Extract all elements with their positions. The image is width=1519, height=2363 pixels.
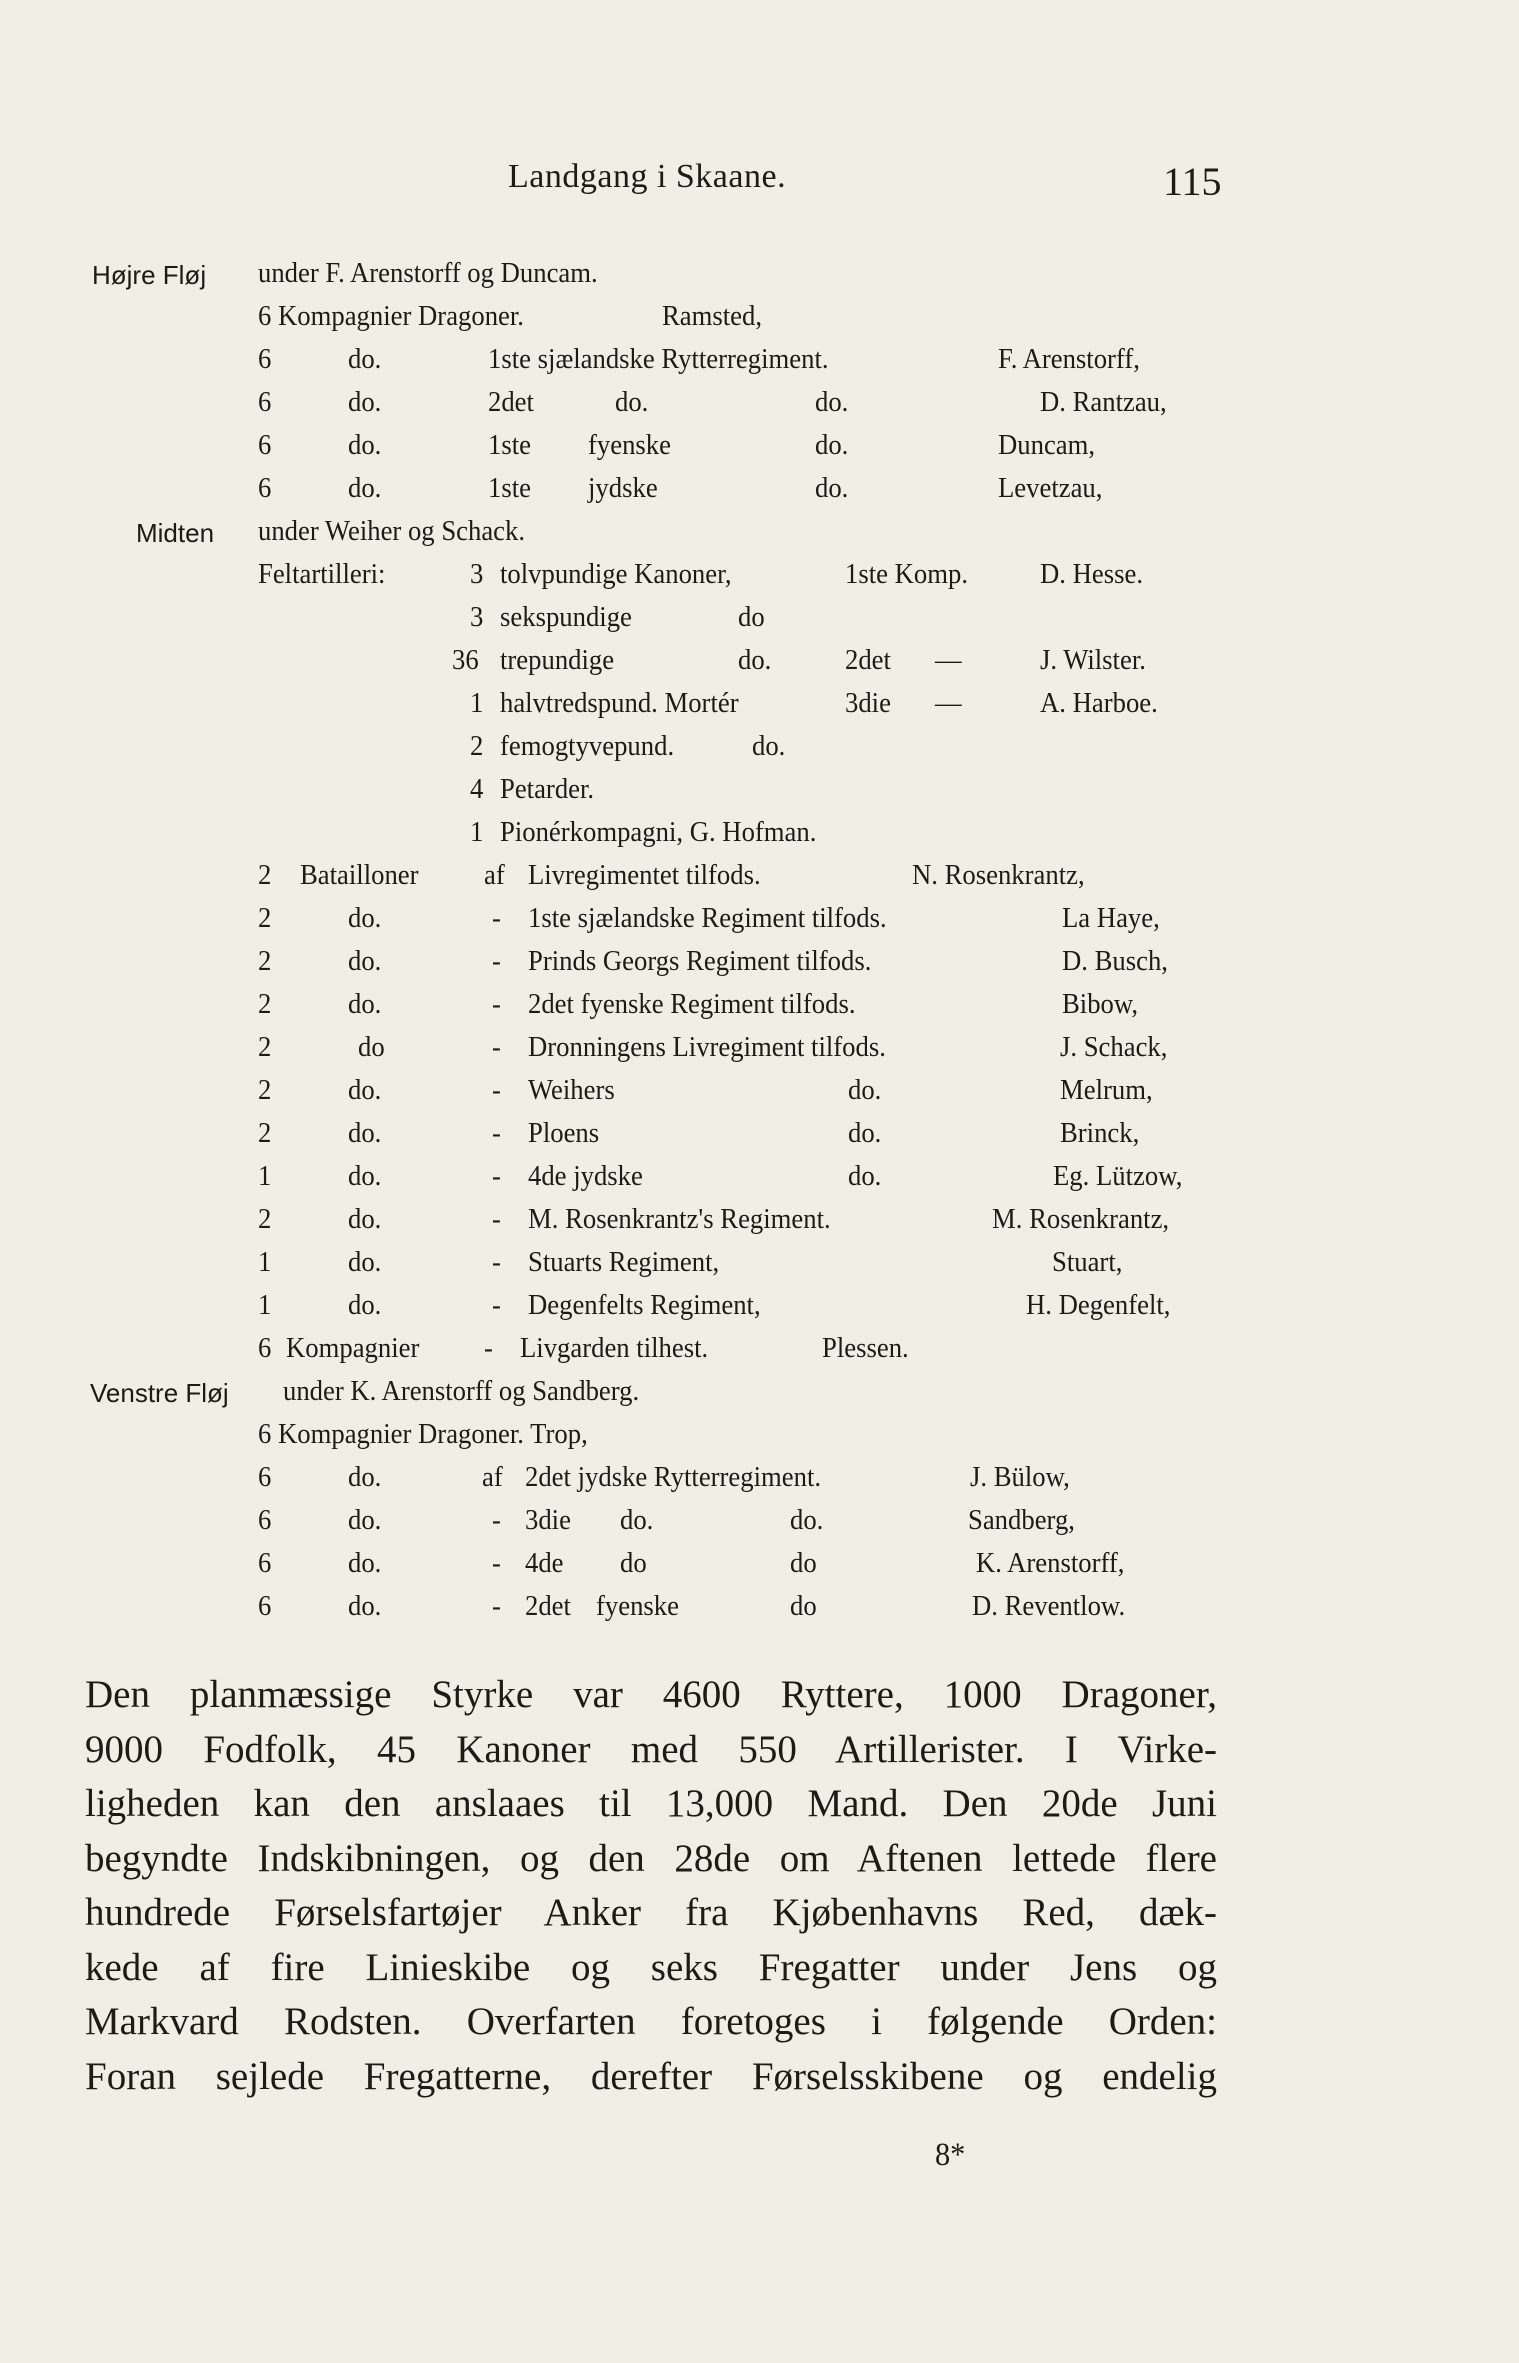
left-row-r3: do [790,1547,817,1579]
row-do2: do. [815,472,849,504]
infantry-count: 2 [258,1031,272,1063]
left-row-commander: Sandberg, [968,1504,1075,1536]
left-row-mid: - [492,1547,501,1579]
artillery-desc: sekspundige [500,601,632,633]
row-count: 6 Kompagnier Dragoner. [258,300,524,332]
left-row-do: do. [348,1461,382,1493]
artillery-dash: — [935,644,962,676]
left-row-mid: af [482,1461,503,1493]
row-type: jydske [588,472,658,504]
infantry-unit: do. [348,945,382,977]
infantry-mid: - [492,1117,501,1149]
infantry-unit: do. [348,988,382,1020]
row-do: do. [348,343,382,375]
section-label-right-wing: Højre Fløj [92,260,207,290]
section-label-left-wing: Venstre Fløj [90,1378,229,1408]
infantry-regiment: Ploens [528,1117,600,1149]
infantry-commander: La Haye, [1062,902,1160,934]
infantry-count: 2 [258,945,272,977]
infantry-mid: - [492,902,501,934]
paragraph-line: ligheden kan den anslaaes til 13,000 Mand. Den 20de Juni [85,1782,1217,1825]
infantry-unit: do. [348,1203,382,1235]
artillery-qty: 4 [470,773,484,805]
artillery-commander: A. Harboe. [1040,687,1158,719]
artillery-desc: Pionérkompagni, G. Hofman. [500,816,817,848]
infantry-mid: - [492,1246,501,1278]
row-count: 6 [258,429,272,461]
left-row-r2: do [620,1547,647,1579]
infantry-unit: Batailloner [300,859,419,891]
artillery-desc: trepundige [500,644,615,676]
left-row-mid: - [492,1504,501,1536]
section-label-center: Midten [136,518,215,548]
infantry-unit: do. [348,1289,382,1321]
infantry-commander: D. Busch, [1062,945,1168,977]
section-heading-center: under Weiher og Schack. [258,515,526,547]
left-row-r2: do. [620,1504,654,1536]
artillery-commander: D. Hesse. [1040,558,1143,590]
left-row-commander: J. Bülow, [970,1461,1070,1493]
infantry-regiment: 4de jydske [528,1160,643,1192]
row-do2: do. [815,429,849,461]
left-row-r2: fyenske [596,1590,679,1622]
infantry-regiment: 2det fyenske Regiment tilfods. [528,988,856,1020]
infantry-regiment: Livregimentet tilfods. [528,859,761,891]
infantry-regiment: 1ste sjælandske Regiment tilfods. [528,902,887,934]
infantry-commander: M. Rosenkrantz, [992,1203,1170,1235]
infantry-unit: do. [348,1160,382,1192]
infantry-count: 2 [258,1074,272,1106]
artillery-qty: 1 [470,687,484,719]
infantry-commander: Eg. Lützow, [1053,1160,1183,1192]
left-row-count: 6 [258,1504,272,1536]
row-count: 6 [258,472,272,504]
infantry-mid: - [492,1289,501,1321]
artillery-commander: J. Wilster. [1040,644,1146,676]
infantry-commander: H. Degenfelt, [1026,1289,1171,1321]
artillery-company: do. [738,644,772,676]
infantry-regiment: Degenfelts Regiment, [528,1289,761,1321]
left-row-r3: do. [790,1504,824,1536]
row-unit: 1ste [488,472,531,504]
row-commander: Levetzau, [998,472,1103,504]
infantry-count: 2 [258,859,272,891]
left-row-r3: do [790,1590,817,1622]
row-do: do. [348,386,382,418]
infantry-unit: do. [348,1246,382,1278]
infantry-count: 2 [258,1203,272,1235]
infantry-unit: do. [348,1117,382,1149]
left-row-do: do. [348,1590,382,1622]
artillery-qty: 2 [470,730,484,762]
infantry-count: 2 [258,1117,272,1149]
paragraph-line: kede af fire Linieskibe og seks Fregatter under Jens og [85,1945,1217,1989]
artillery-qty: 3 [470,601,484,633]
infantry-mid: - [492,1160,501,1192]
infantry-commander: N. Rosenkrantz, [912,859,1085,891]
left-row-regiment: 2det [525,1590,571,1622]
left-row-mid: - [492,1590,501,1622]
signature-mark: 8* [935,2137,966,2173]
artillery-company: do. [752,730,786,762]
artillery-desc: tolvpundige Kanoner, [500,558,732,590]
artillery-desc: femogtyvepund. [500,730,675,762]
artillery-company: 1ste Komp. [845,558,969,590]
row-unit: 2det [488,386,534,418]
infantry-mid: - [492,1031,501,1063]
left-row-regiment: 2det jydske Rytterregiment. [525,1461,822,1493]
infantry-commander: Bibow, [1062,988,1139,1020]
section-heading-right-wing: under F. Arenstorff og Duncam. [258,257,598,289]
artillery-desc: halvtredspund. Mortér [500,687,739,719]
row-do: do. [348,429,382,461]
infantry-count: 1 [258,1289,272,1321]
row-count: 6 [258,343,272,375]
infantry-commander: Plessen. [822,1332,909,1364]
infantry-mid: - [492,1074,501,1106]
paragraph-line: Foran sejlede Fregatterne, derefter Førselsskibene og endelig [85,2054,1217,2098]
paragraph-line: hundrede Førselsfartøjer Anker fra Kjøbenhavns Red, dæk- [85,1891,1217,1934]
row-commander: F. Arenstorff, [998,343,1140,375]
infantry-count: 1 [258,1246,272,1278]
left-row-do: do. [348,1547,382,1579]
infantry-reg-do: do. [848,1160,882,1192]
infantry-regiment: Weihers [528,1074,615,1106]
infantry-commander: J. Schack, [1060,1031,1168,1063]
left-row-regiment: 4de [525,1547,564,1579]
row-commander: Duncam, [998,429,1096,461]
infantry-regiment: Stuarts Regiment, [528,1246,720,1278]
infantry-commander: Brinck, [1060,1117,1140,1149]
infantry-commander: Stuart, [1052,1246,1123,1278]
paragraph-line: 9000 Fodfolk, 45 Kanoner med 550 Artillerister. I Virke- [85,1727,1217,1771]
artillery-company: 3die [845,687,891,719]
artillery-dash: — [935,687,962,719]
infantry-regiment: Prinds Georgs Regiment tilfods. [528,945,872,977]
artillery-qty: 1 [470,816,484,848]
row-type: do. [615,386,649,418]
artillery-desc: Petarder. [500,773,595,805]
infantry-mid: - [492,945,501,977]
infantry-regiment: Livgarden tilhest. [520,1332,709,1364]
left-row-line: 6 Kompagnier Dragoner. Trop, [258,1418,588,1450]
left-row-regiment: 3die [525,1504,571,1536]
left-row-count: 6 [258,1461,272,1493]
running-header: Landgang i Skaane. [508,158,787,195]
left-row-count: 6 [258,1547,272,1579]
row-count: 6 [258,386,272,418]
infantry-mid: - [484,1332,493,1364]
infantry-mid: - [492,1203,501,1235]
infantry-count: 1 [258,1160,272,1192]
artillery-qty: 36 [452,644,479,676]
infantry-mid: af [484,859,505,891]
left-row-count: 6 [258,1590,272,1622]
infantry-count: 6 [258,1332,272,1364]
row-type: fyenske [588,429,671,461]
body-paragraph [85,1668,1217,2104]
infantry-unit: do. [348,902,382,934]
section-heading-left-wing: under K. Arenstorff og Sandberg. [283,1375,640,1407]
infantry-regiment: Dronningens Livregiment tilfods. [528,1031,886,1063]
infantry-unit: do. [348,1074,382,1106]
row-unit: 1ste [488,429,531,461]
infantry-reg-do: do. [848,1117,882,1149]
row-do: do. [348,472,382,504]
infantry-reg-do: do. [848,1074,882,1106]
paragraph-line: Markvard Rodsten. Overfarten foretoges i følgende Orden: [85,2000,1217,2043]
paragraph-line: begyndte Indskibningen, og den 28de om Aftenen lettede flere [85,1836,1217,1880]
infantry-mid: - [492,988,501,1020]
infantry-count: 2 [258,902,272,934]
infantry-unit: Kompagnier [286,1332,420,1364]
left-row-do: do. [348,1504,382,1536]
row-do2: do. [815,386,849,418]
left-row-commander: K. Arenstorff, [976,1547,1125,1579]
row-unit: 1ste sjælandske Rytterregiment. [488,343,829,375]
artillery-company2: 2det [845,644,891,676]
row-unit: Ramsted, [662,300,763,332]
left-row-commander: D. Reventlow. [972,1590,1126,1622]
infantry-regiment: M. Rosenkrantz's Regiment. [528,1203,831,1235]
row-commander: D. Rantzau, [1040,386,1167,418]
artillery-qty: 3 [470,558,484,590]
artillery-label: Feltartilleri: [258,558,386,590]
artillery-company: do [738,601,765,633]
infantry-unit: do [358,1031,385,1063]
page-number: 115 [1163,159,1222,204]
infantry-commander: Melrum, [1060,1074,1153,1106]
infantry-count: 2 [258,988,272,1020]
paragraph-line: Den planmæssige Styrke var 4600 Ryttere, 1000 Dragoner, [85,1673,1217,1716]
